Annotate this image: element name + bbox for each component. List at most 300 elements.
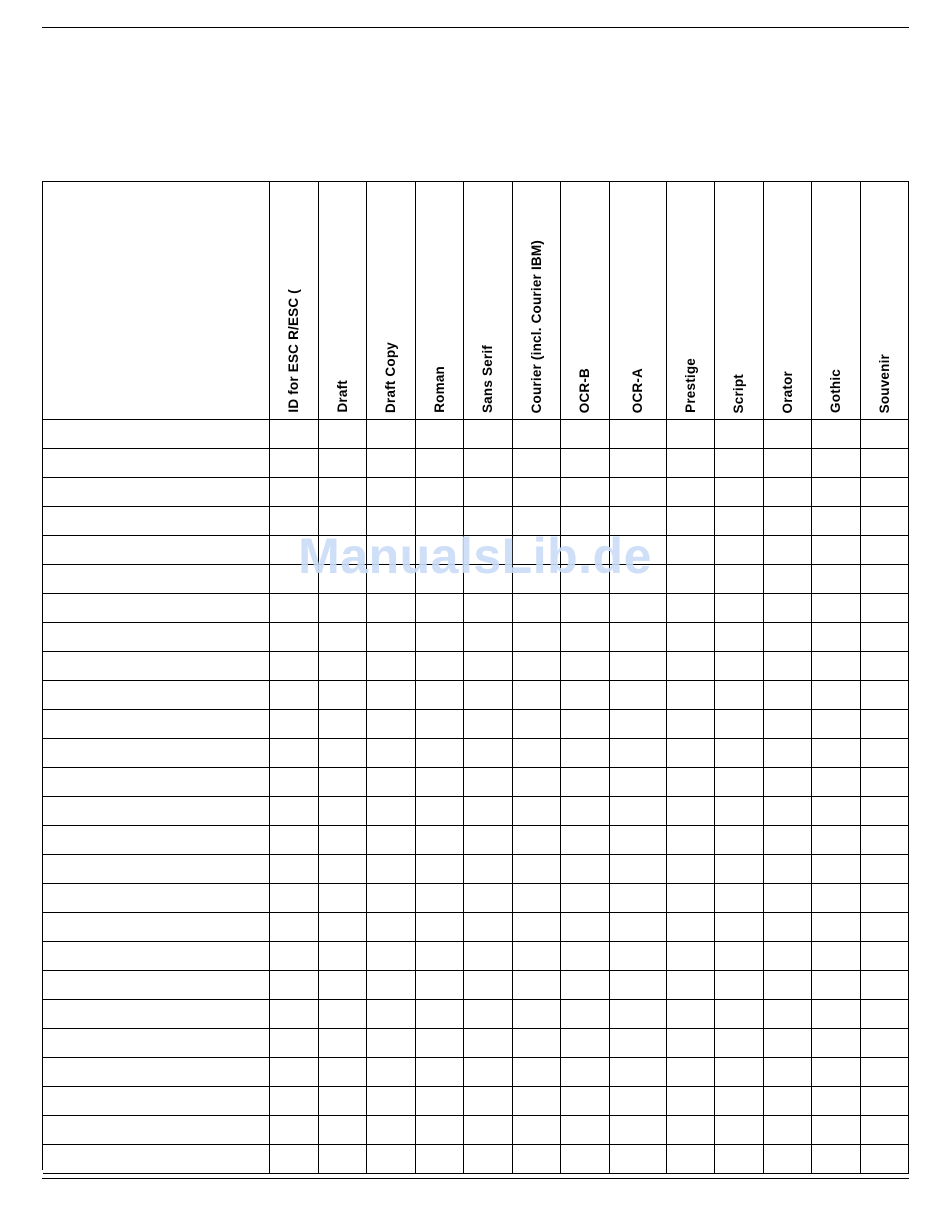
- table-row-label-cell: [43, 913, 270, 942]
- table-cell: [561, 1145, 610, 1174]
- table-row-label-cell: [43, 1000, 270, 1029]
- table-cell: [367, 565, 416, 594]
- table-cell: [610, 739, 667, 768]
- table-row-label-cell: [43, 1058, 270, 1087]
- table-cell: [715, 826, 764, 855]
- table-cell: [270, 565, 319, 594]
- table-cell: [764, 594, 812, 623]
- header-label-souvenir: Souvenir: [876, 353, 892, 413]
- header-label-draft: Draft: [334, 380, 350, 413]
- table-cell: [270, 594, 319, 623]
- table-cell: [464, 768, 513, 797]
- table-cell: [861, 768, 909, 797]
- table-cell: [610, 594, 667, 623]
- table-cell: [610, 623, 667, 652]
- table-cell: [561, 1116, 610, 1145]
- table-cell: [764, 971, 812, 1000]
- table-cell: [812, 797, 861, 826]
- table-cell: [367, 1058, 416, 1087]
- table-cell: [513, 536, 561, 565]
- header-cell-orator: [764, 182, 812, 420]
- table-cell: [416, 1029, 464, 1058]
- table-cell: [667, 536, 715, 565]
- table-cell: [319, 1145, 367, 1174]
- table-cell: [464, 739, 513, 768]
- table-cell: [861, 507, 909, 536]
- table-cell: [764, 710, 812, 739]
- table-cell: [561, 826, 610, 855]
- table-cell: [812, 710, 861, 739]
- table-cell: [715, 1145, 764, 1174]
- table-cell: [610, 449, 667, 478]
- header-label-ocr-a: OCR-A: [630, 367, 646, 413]
- table-cell: [610, 1145, 667, 1174]
- header-cell-draft: [319, 182, 367, 420]
- table-cell: [319, 710, 367, 739]
- table-cell: [610, 942, 667, 971]
- table-cell: [319, 1000, 367, 1029]
- table-cell: [667, 826, 715, 855]
- table-cell: [561, 768, 610, 797]
- table-cell: [861, 1058, 909, 1087]
- table-cell: [715, 884, 764, 913]
- header-label-roman: Roman: [431, 366, 447, 413]
- table-cell: [812, 478, 861, 507]
- table-row-label-cell: [43, 855, 270, 884]
- table-cell: [764, 1029, 812, 1058]
- table-cell: [319, 826, 367, 855]
- table-cell: [270, 1029, 319, 1058]
- table-cell: [561, 449, 610, 478]
- table-cell: [513, 1145, 561, 1174]
- table-cell: [764, 478, 812, 507]
- table-cell: [715, 1116, 764, 1145]
- table-row-label-cell: [43, 1087, 270, 1116]
- table-cell: [367, 971, 416, 1000]
- table-cell: [610, 971, 667, 1000]
- table-cell: [812, 420, 861, 449]
- header-cell-roman: [416, 182, 464, 420]
- table-cell: [319, 478, 367, 507]
- table-cell: [464, 565, 513, 594]
- table-cell: [416, 652, 464, 681]
- table-cell: [513, 855, 561, 884]
- table-cell: [319, 1087, 367, 1116]
- table-cell: [610, 1029, 667, 1058]
- table-cell: [715, 478, 764, 507]
- table-cell: [667, 652, 715, 681]
- table-cell: [715, 739, 764, 768]
- watermark-logo: ManualsLib.de: [298, 528, 652, 584]
- header-label-ocr-b: OCR-B: [577, 367, 593, 413]
- table-cell: [561, 652, 610, 681]
- table-cell: [715, 1087, 764, 1116]
- table-cell: [513, 420, 561, 449]
- table-cell: [812, 1058, 861, 1087]
- table-cell: [270, 623, 319, 652]
- table-cell: [319, 449, 367, 478]
- table-cell: [464, 1087, 513, 1116]
- table-cell: [513, 942, 561, 971]
- table-cell: [561, 1029, 610, 1058]
- table-cell: [667, 942, 715, 971]
- table-cell: [812, 1000, 861, 1029]
- table-cell: [667, 681, 715, 710]
- table-cell: [270, 1145, 319, 1174]
- table-cell: [667, 1058, 715, 1087]
- header-label-courier: Courier (incl. Courier IBM): [528, 239, 544, 413]
- table-cell: [270, 652, 319, 681]
- table-cell: [561, 1000, 610, 1029]
- table-cell: [861, 797, 909, 826]
- table-cell: [367, 913, 416, 942]
- table-cell: [367, 652, 416, 681]
- table-cell: [513, 971, 561, 1000]
- table-cell: [513, 565, 561, 594]
- table-cell: [319, 884, 367, 913]
- table-cell: [319, 623, 367, 652]
- table-cell: [270, 826, 319, 855]
- table-cell: [513, 1087, 561, 1116]
- table-cell: [464, 913, 513, 942]
- table-cell: [812, 971, 861, 1000]
- table-cell: [861, 971, 909, 1000]
- table-cell: [764, 739, 812, 768]
- table-cell: [367, 826, 416, 855]
- table-cell: [667, 1116, 715, 1145]
- header-cell-ocr-a: [610, 182, 667, 420]
- table-cell: [464, 884, 513, 913]
- table-cell: [764, 826, 812, 855]
- table-cell: [715, 681, 764, 710]
- table-cell: [319, 507, 367, 536]
- table-cell: [270, 739, 319, 768]
- table-cell: [861, 1000, 909, 1029]
- table-cell: [812, 913, 861, 942]
- table-cell: [764, 1116, 812, 1145]
- table-cell: [861, 1116, 909, 1145]
- table-cell: [513, 507, 561, 536]
- table-cell: [610, 565, 667, 594]
- table-cell: [464, 710, 513, 739]
- table-cell: [561, 478, 610, 507]
- table-cell: [561, 420, 610, 449]
- table-cell: [610, 1116, 667, 1145]
- table-cell: [667, 1000, 715, 1029]
- table-cell: [513, 768, 561, 797]
- table-cell: [715, 623, 764, 652]
- table-cell: [464, 1145, 513, 1174]
- table-cell: [561, 507, 610, 536]
- table-cell: [513, 681, 561, 710]
- table-cell: [861, 826, 909, 855]
- table-cell: [715, 768, 764, 797]
- table-cell: [513, 710, 561, 739]
- table-cell: [416, 1058, 464, 1087]
- header-label-gothic: Gothic: [828, 369, 844, 413]
- table-cell: [561, 797, 610, 826]
- table-cell: [861, 1145, 909, 1174]
- table-cell: [667, 420, 715, 449]
- table-cell: [367, 710, 416, 739]
- table-cell: [861, 884, 909, 913]
- table-cell: [667, 449, 715, 478]
- table-cell: [464, 826, 513, 855]
- table-cell: [416, 681, 464, 710]
- table-cell: [367, 420, 416, 449]
- table-cell: [715, 971, 764, 1000]
- table-cell: [513, 1000, 561, 1029]
- table-cell: [812, 594, 861, 623]
- table-cell: [667, 797, 715, 826]
- table-cell: [715, 855, 764, 884]
- table-cell: [319, 913, 367, 942]
- table-cell: [270, 507, 319, 536]
- table-cell: [610, 797, 667, 826]
- table-cell: [464, 652, 513, 681]
- table-cell: [367, 1116, 416, 1145]
- table-cell: [416, 1087, 464, 1116]
- table-cell: [861, 478, 909, 507]
- table-cell: [812, 768, 861, 797]
- table-row-label-cell: [43, 623, 270, 652]
- table-row-label-cell: [43, 826, 270, 855]
- table-cell: [764, 1145, 812, 1174]
- table-row-label-cell: [43, 420, 270, 449]
- table-cell: [367, 449, 416, 478]
- table-cell: [464, 797, 513, 826]
- table-cell: [764, 681, 812, 710]
- table-cell: [861, 594, 909, 623]
- table-cell: [861, 623, 909, 652]
- table-cell: [861, 942, 909, 971]
- font-table: [42, 181, 909, 1170]
- table-cell: [464, 449, 513, 478]
- table-cell: [416, 971, 464, 1000]
- table-cell: [367, 1087, 416, 1116]
- table-row-label-cell: [43, 536, 270, 565]
- table-row-label-cell: [43, 884, 270, 913]
- table-cell: [416, 565, 464, 594]
- table-row-label-cell: [43, 1116, 270, 1145]
- table-cell: [319, 1116, 367, 1145]
- table-cell: [367, 855, 416, 884]
- table-cell: [812, 942, 861, 971]
- table-cell: [715, 594, 764, 623]
- header-cell-blank: [43, 182, 270, 420]
- table-cell: [367, 681, 416, 710]
- table-cell: [561, 623, 610, 652]
- table-cell: [367, 797, 416, 826]
- table-cell: [270, 797, 319, 826]
- table-cell: [270, 942, 319, 971]
- table-cell: [464, 594, 513, 623]
- table-cell: [764, 652, 812, 681]
- table-cell: [319, 855, 367, 884]
- table-cell: [561, 913, 610, 942]
- table-cell: [270, 884, 319, 913]
- table-cell: [416, 1000, 464, 1029]
- table-cell: [561, 681, 610, 710]
- table-row-label-cell: [43, 739, 270, 768]
- table-cell: [667, 739, 715, 768]
- table-cell: [464, 681, 513, 710]
- table-cell: [812, 681, 861, 710]
- table-cell: [667, 478, 715, 507]
- header-label-script: Script: [731, 373, 747, 413]
- table-cell: [513, 913, 561, 942]
- table-cell: [667, 913, 715, 942]
- table-cell: [416, 942, 464, 971]
- table-cell: [464, 942, 513, 971]
- table-cell: [812, 565, 861, 594]
- table-cell: [861, 565, 909, 594]
- table-cell: [667, 710, 715, 739]
- table-row-label-cell: [43, 565, 270, 594]
- table-cell: [367, 594, 416, 623]
- table-cell: [367, 768, 416, 797]
- table-cell: [667, 971, 715, 1000]
- table-cell: [416, 739, 464, 768]
- table-cell: [610, 768, 667, 797]
- table-cell: [715, 565, 764, 594]
- table-cell: [464, 1116, 513, 1145]
- table-cell: [416, 449, 464, 478]
- table-cell: [561, 884, 610, 913]
- table-cell: [513, 652, 561, 681]
- table-cell: [764, 942, 812, 971]
- table-cell: [513, 478, 561, 507]
- table-cell: [812, 739, 861, 768]
- table-cell: [812, 884, 861, 913]
- table-cell: [610, 913, 667, 942]
- table-cell: [715, 1000, 764, 1029]
- table-cell: [367, 1000, 416, 1029]
- table-row-label-cell: [43, 449, 270, 478]
- table-cell: [812, 1029, 861, 1058]
- table-cell: [610, 1058, 667, 1087]
- table-cell: [715, 1058, 764, 1087]
- table-cell: [464, 855, 513, 884]
- table-cell: [561, 565, 610, 594]
- table-cell: [270, 478, 319, 507]
- table-cell: [416, 768, 464, 797]
- table-cell: [561, 594, 610, 623]
- table-cell: [610, 536, 667, 565]
- table-cell: [715, 449, 764, 478]
- table-cell: [464, 1029, 513, 1058]
- table-cell: [561, 710, 610, 739]
- bottom-rule: [42, 1178, 909, 1179]
- table-cell: [270, 768, 319, 797]
- table-cell: [715, 797, 764, 826]
- table-cell: [416, 826, 464, 855]
- table-row-label-cell: [43, 594, 270, 623]
- table-cell: [764, 884, 812, 913]
- table-cell: [416, 623, 464, 652]
- table-cell: [416, 1116, 464, 1145]
- header-cell-script: [715, 182, 764, 420]
- table-cell: [561, 1087, 610, 1116]
- table-cell: [367, 1145, 416, 1174]
- table-cell: [319, 797, 367, 826]
- table-cell: [667, 1087, 715, 1116]
- table-cell: [667, 507, 715, 536]
- table-cell: [561, 942, 610, 971]
- table-cell: [610, 507, 667, 536]
- table-cell: [464, 478, 513, 507]
- table-cell: [812, 623, 861, 652]
- table-cell: [667, 768, 715, 797]
- table-row-label-cell: [43, 1029, 270, 1058]
- table-cell: [764, 797, 812, 826]
- table-cell: [561, 855, 610, 884]
- table-cell: [416, 797, 464, 826]
- table-cell: [513, 594, 561, 623]
- table-cell: [764, 913, 812, 942]
- table-row-label-cell: [43, 797, 270, 826]
- table-cell: [270, 1058, 319, 1087]
- table-cell: [715, 913, 764, 942]
- table-cell: [715, 420, 764, 449]
- table-cell: [861, 536, 909, 565]
- header-cell-courier: [513, 182, 561, 420]
- table-cell: [715, 536, 764, 565]
- table-cell: [464, 623, 513, 652]
- table-cell: [812, 826, 861, 855]
- header-label-sans-serif: Sans Serif: [480, 344, 496, 413]
- table-cell: [270, 1087, 319, 1116]
- table-cell: [667, 565, 715, 594]
- table-cell: [367, 536, 416, 565]
- table-cell: [610, 855, 667, 884]
- table-cell: [416, 1145, 464, 1174]
- table-cell: [270, 710, 319, 739]
- table-cell: [861, 710, 909, 739]
- table-cell: [270, 420, 319, 449]
- table-cell: [319, 536, 367, 565]
- table-cell: [367, 739, 416, 768]
- top-rule: [42, 27, 909, 28]
- table-cell: [270, 1000, 319, 1029]
- table-cell: [513, 797, 561, 826]
- table-cell: [610, 1000, 667, 1029]
- table-cell: [270, 971, 319, 1000]
- table-cell: [561, 971, 610, 1000]
- table-cell: [812, 855, 861, 884]
- header-cell-souvenir: [861, 182, 909, 420]
- table-cell: [319, 739, 367, 768]
- table-row-label-cell: [43, 942, 270, 971]
- table-cell: [270, 1116, 319, 1145]
- header-cell-draft-copy: [367, 182, 416, 420]
- table-cell: [416, 478, 464, 507]
- table-cell: [861, 1029, 909, 1058]
- header-cell-gothic: [812, 182, 861, 420]
- table-cell: [367, 884, 416, 913]
- table-cell: [861, 739, 909, 768]
- table-cell: [367, 1029, 416, 1058]
- table-cell: [764, 536, 812, 565]
- header-cell-prestige: [667, 182, 715, 420]
- table-cell: [715, 507, 764, 536]
- table-cell: [513, 884, 561, 913]
- table-cell: [561, 1058, 610, 1087]
- table-cell: [667, 623, 715, 652]
- header-label-draft-copy: Draft Copy: [383, 341, 399, 413]
- table-cell: [319, 594, 367, 623]
- table-cell: [861, 855, 909, 884]
